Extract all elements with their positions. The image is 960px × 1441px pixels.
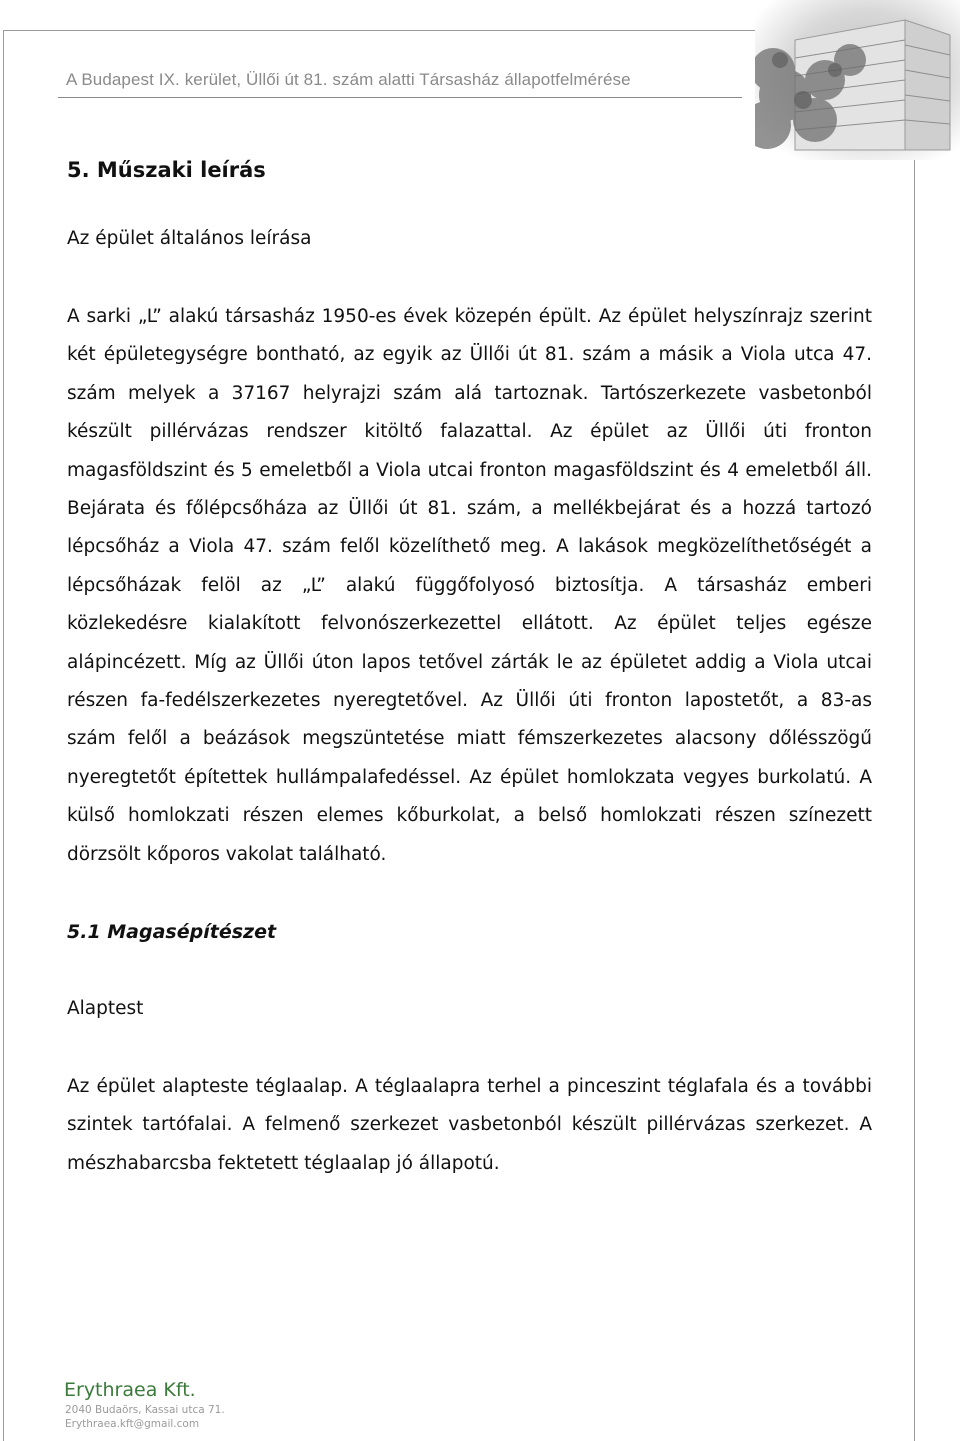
- company-logo: Erythraea Kft.: [64, 1379, 196, 1401]
- paragraph-line: dörzsölt kőporos vakolat található.: [67, 843, 387, 865]
- paragraph-line: Bejárata és főlépcsőháza az Üllői út 81. szám, a mellékbejárat és a hozzá tartozó: [67, 498, 872, 520]
- paragraph-line: közlekedésre kialakított felvonószerkezettel ellátott. Az épület teljes egésze: [67, 613, 872, 635]
- general-description-paragraph: [67, 298, 872, 874]
- foundation-paragraph: [67, 1068, 872, 1183]
- paragraph-line: két épületegységre bontható, az egyik az Üllői út 81. szám a másik a Viola utca 47.: [67, 344, 872, 366]
- paragraph-line: lépcsőházak felöl az „L” alakú függőfolyosó biztosítja. A társasház emberi: [67, 574, 872, 596]
- paragraph-line: szintek tartófalai. A felmenő szerkezet vasbetonból készült pillérvázas szerkezet. A: [67, 1114, 872, 1136]
- paragraph-line: mészhabarcsba fektetett téglaalap jó állapotú.: [67, 1152, 500, 1174]
- subsection-heading: 5.1 Magasépítészet: [67, 921, 277, 943]
- company-email: Erythraea.kft@gmail.com: [65, 1418, 200, 1430]
- paragraph-line: lépcsőház a Viola 47. szám felől közelíthető meg. A lakások megközelíthetőségét a: [67, 536, 872, 558]
- paragraph-line: részen fa-fedélszerkezetes nyeregtetővel. Az Üllői úti fronton lapostetőt, a 83-as: [67, 690, 872, 712]
- paragraph-line: A sarki „L” alakú társasház 1950-es évek közepén épült. Az épület helyszínrajz szerint: [67, 306, 872, 327]
- paragraph-line: külső homlokzati részen elemes kőburkolat, a belső homlokzati részen színezett: [67, 805, 872, 827]
- header-divider: [58, 97, 742, 98]
- paragraph-line: magasföldszint és 5 emeletből a Viola utcai fronton magasföldszint és 4 emeletből áll.: [67, 459, 872, 481]
- paragraph-line: szám melyek a 37167 helyrajzi szám alá tartoznak. Tartószerkezete vasbetonból: [67, 382, 872, 404]
- section-heading: 5. Műszaki leírás: [67, 158, 266, 182]
- paragraph-line: Az épület alapteste téglaalap. A téglaalapra terhel a pinceszint téglafala és a további: [67, 1076, 872, 1097]
- subsection-subheading: Alaptest: [67, 998, 144, 1019]
- page-frame-left: [3, 30, 4, 1441]
- document-header-title: A Budapest IX. kerület, Üllői út 81. szám alatti Társasház állapotfelmérése: [66, 70, 631, 89]
- company-address: 2040 Budaörs, Kassai utca 71.: [65, 1404, 225, 1416]
- page-frame-top: [3, 30, 755, 31]
- paragraph-line: szám felől a beázások megszüntetése miatt fémszerkezetes alacsony dőlésszögű: [67, 728, 872, 750]
- page-frame-right: [914, 150, 915, 1441]
- paragraph-line: nyeregtetőt építettek hullámpalafedéssel. Az épület homlokzata vegyes burkolatú. A: [67, 766, 872, 788]
- section-subheading: Az épület általános leírása: [67, 228, 312, 249]
- paragraph-line: készült pillérvázas rendszer kitöltő falazattal. Az épület az Üllői úti fronton: [67, 421, 872, 443]
- paragraph-line: alápincézett. Míg az Üllői úton lapos tetővel zárták le az épületet addig a Viola utcai: [67, 651, 872, 673]
- building-photo: [755, 0, 960, 160]
